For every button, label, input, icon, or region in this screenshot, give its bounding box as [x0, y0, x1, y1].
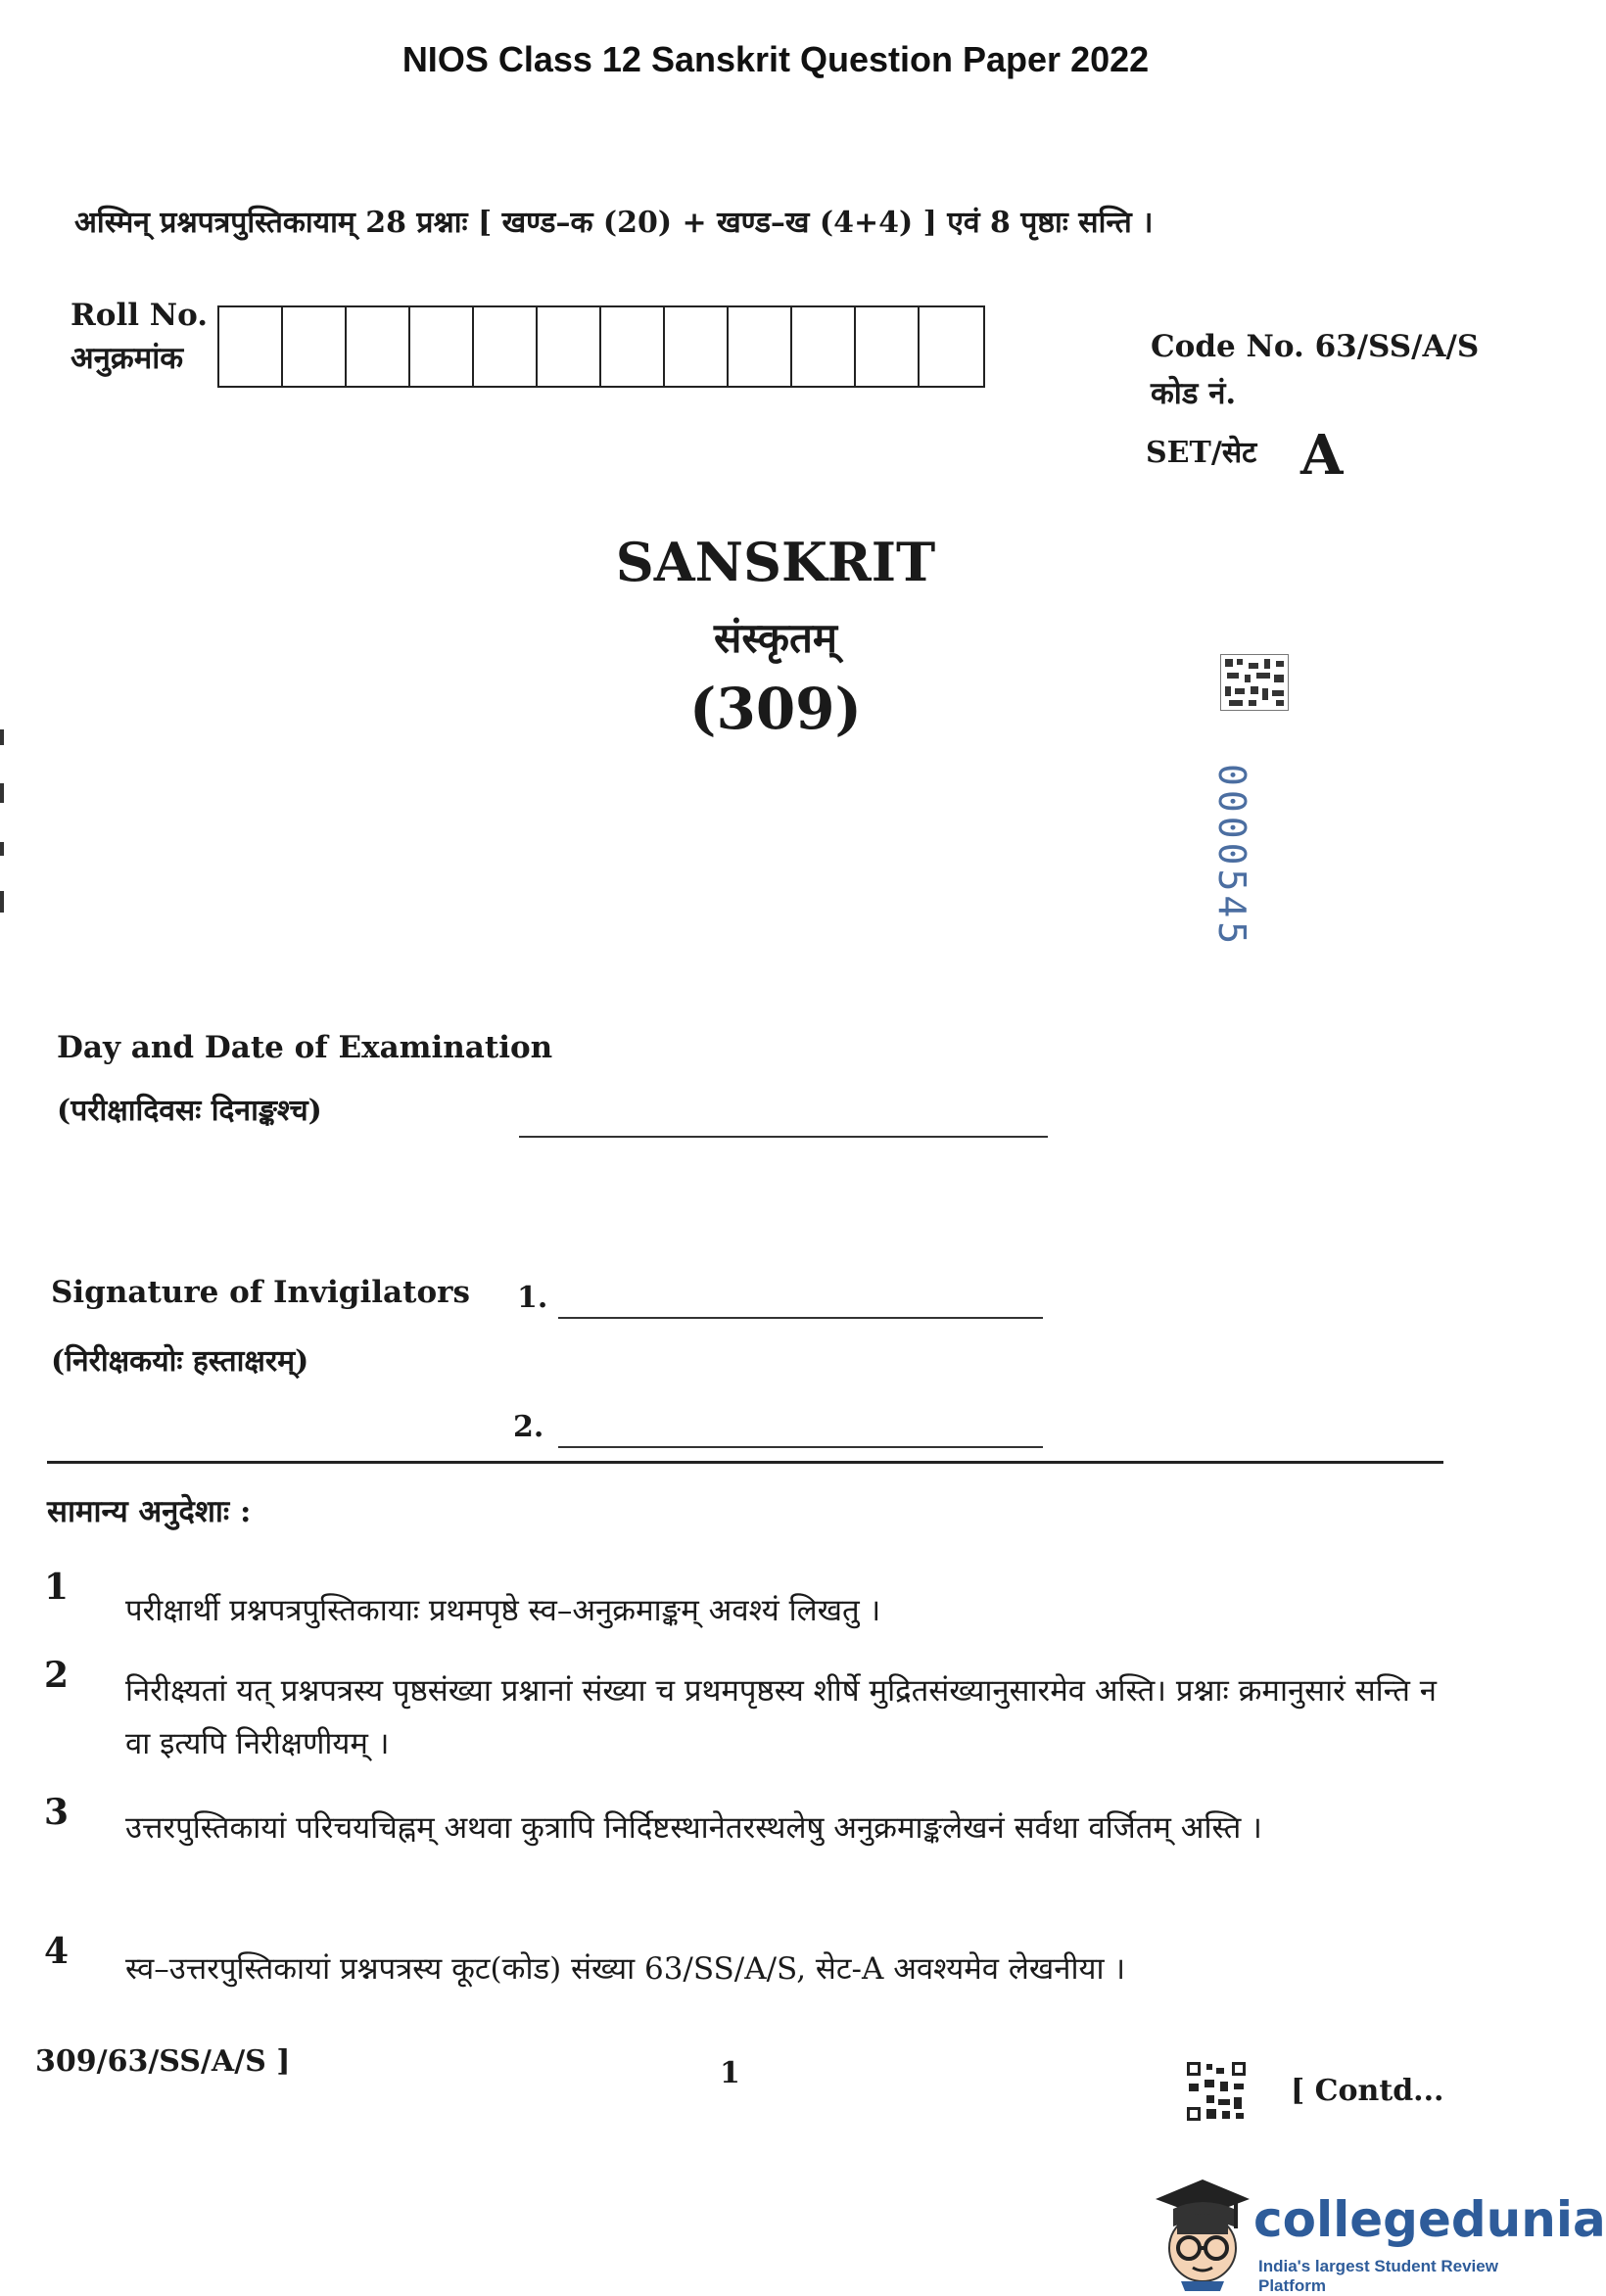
brand-logo-text: collegedunia: [1253, 2191, 1606, 2248]
margin-mark: [0, 783, 4, 803]
page-header: NIOS Class 12 Sanskrit Question Paper 2022: [402, 39, 1150, 79]
roll-cell: [474, 307, 538, 386]
roll-label-en: Roll No.: [71, 298, 209, 333]
set-label: SET/सेट: [1146, 436, 1257, 470]
roll-cell: [601, 307, 665, 386]
roll-label-hi: अनुक्रमांक: [71, 341, 184, 376]
subject-code: (309): [689, 676, 862, 742]
instruction-text: उत्तरपुस्तिकायां परिचयचिह्नम् अथवा कुत्रापि निर्दिष्टस्थानेतरस्थलेषु अनुक्रमाङ्कलेखनं सर्वथा वर्जितम् अस्ति ।: [125, 1810, 1262, 1846]
section-divider: [47, 1461, 1443, 1464]
margin-mark: [0, 891, 4, 913]
instruction-number: 3: [44, 1792, 70, 1833]
roll-cell: [792, 307, 856, 386]
roll-cell: [347, 307, 410, 386]
instruction-text: स्व–उत्तरपुस्तिकायां प्रश्नपत्रस्य कूट(कोड) संख्या 63/SS/A/S, सेट-A अवश्यमेव लेखनीया ।: [125, 1951, 1126, 1987]
serial-number: 0000545: [1210, 764, 1253, 949]
code-label-en: Code No. 63/SS/A/S: [1151, 329, 1480, 364]
roll-cell: [665, 307, 729, 386]
brand-tagline: India's largest Student Review Platform: [1258, 2257, 1498, 2295]
footer-qr-icon: [1185, 2060, 1248, 2123]
code-block: [1151, 323, 1479, 417]
roll-cell: [410, 307, 474, 386]
instruction-number: 4: [44, 1931, 70, 1972]
invigilators-label-en: Signature of Invigilators: [51, 1275, 470, 1310]
qr-code-icon: [1220, 654, 1289, 711]
roll-cell: [920, 307, 983, 386]
roll-cell: [856, 307, 920, 386]
roll-cell: [283, 307, 347, 386]
page-number: 1: [720, 2056, 740, 2090]
margin-mark: [0, 842, 4, 856]
code-label-hi: कोड नं.: [1151, 376, 1237, 411]
exam-date-label-hi: (परीक्षादिवसः दिनाङ्कश्च): [57, 1094, 322, 1128]
exam-date-line: [519, 1136, 1048, 1138]
set-value: A: [1300, 423, 1344, 488]
continued-label: [ Contd...: [1291, 2074, 1444, 2108]
roll-cell: [538, 307, 601, 386]
instructions-title: सामान्य अनुदेशाः :: [47, 1494, 252, 1529]
instruction-text: परीक्षार्थी प्रश्नपत्रपुस्तिकायाः प्रथमपृष्ठे स्व–अनुक्रमाङ्कम् अवश्यं लिखतु ।: [125, 1593, 881, 1628]
invigilator-2-line: [558, 1446, 1043, 1448]
invigilator-1-number: 1.: [517, 1281, 548, 1315]
intro-line: अस्मिन् प्रश्नपत्रपुस्तिकायाम् 28 प्रश्नाः [ खण्ड–क (20) + खण्ड–ख (4+4) ] एवं 8 पृष्ठाः सन्ति ।: [74, 206, 1154, 240]
instruction-text: निरीक्ष्यतां यत् प्रश्नपत्रस्य पृष्ठसंख्या प्रश्नानां संख्या च प्रथमपृष्ठस्य शीर्षे मुद्रितसंख्यानुसारमेव अस्ति। प्रश्नाः क्रमानुसारं सन्ति न वा इत्यपि निरीक्षणीयम् ।: [125, 1673, 1437, 1761]
exam-date-label-en: Day and Date of Examination: [57, 1030, 553, 1065]
margin-mark: [0, 729, 4, 745]
footer-code: 309/63/SS/A/S ]: [35, 2044, 291, 2079]
invigilator-1-line: [558, 1317, 1043, 1319]
roll-label: [71, 294, 208, 380]
student-mascot-icon: [1152, 2176, 1253, 2291]
roll-number-grid: [217, 305, 985, 388]
instruction-number: 1: [44, 1567, 70, 1608]
subject-title-en: SANSKRIT: [615, 531, 936, 593]
invigilators-label-hi: (निरीक्षकयोः हस्ताक्षरम्): [51, 1344, 309, 1379]
roll-cell: [729, 307, 792, 386]
subject-title-sa: संस्कृतम्: [713, 614, 838, 662]
roll-cell: [219, 307, 283, 386]
invigilator-2-number: 2.: [513, 1410, 544, 1444]
instruction-number: 2: [44, 1655, 70, 1696]
